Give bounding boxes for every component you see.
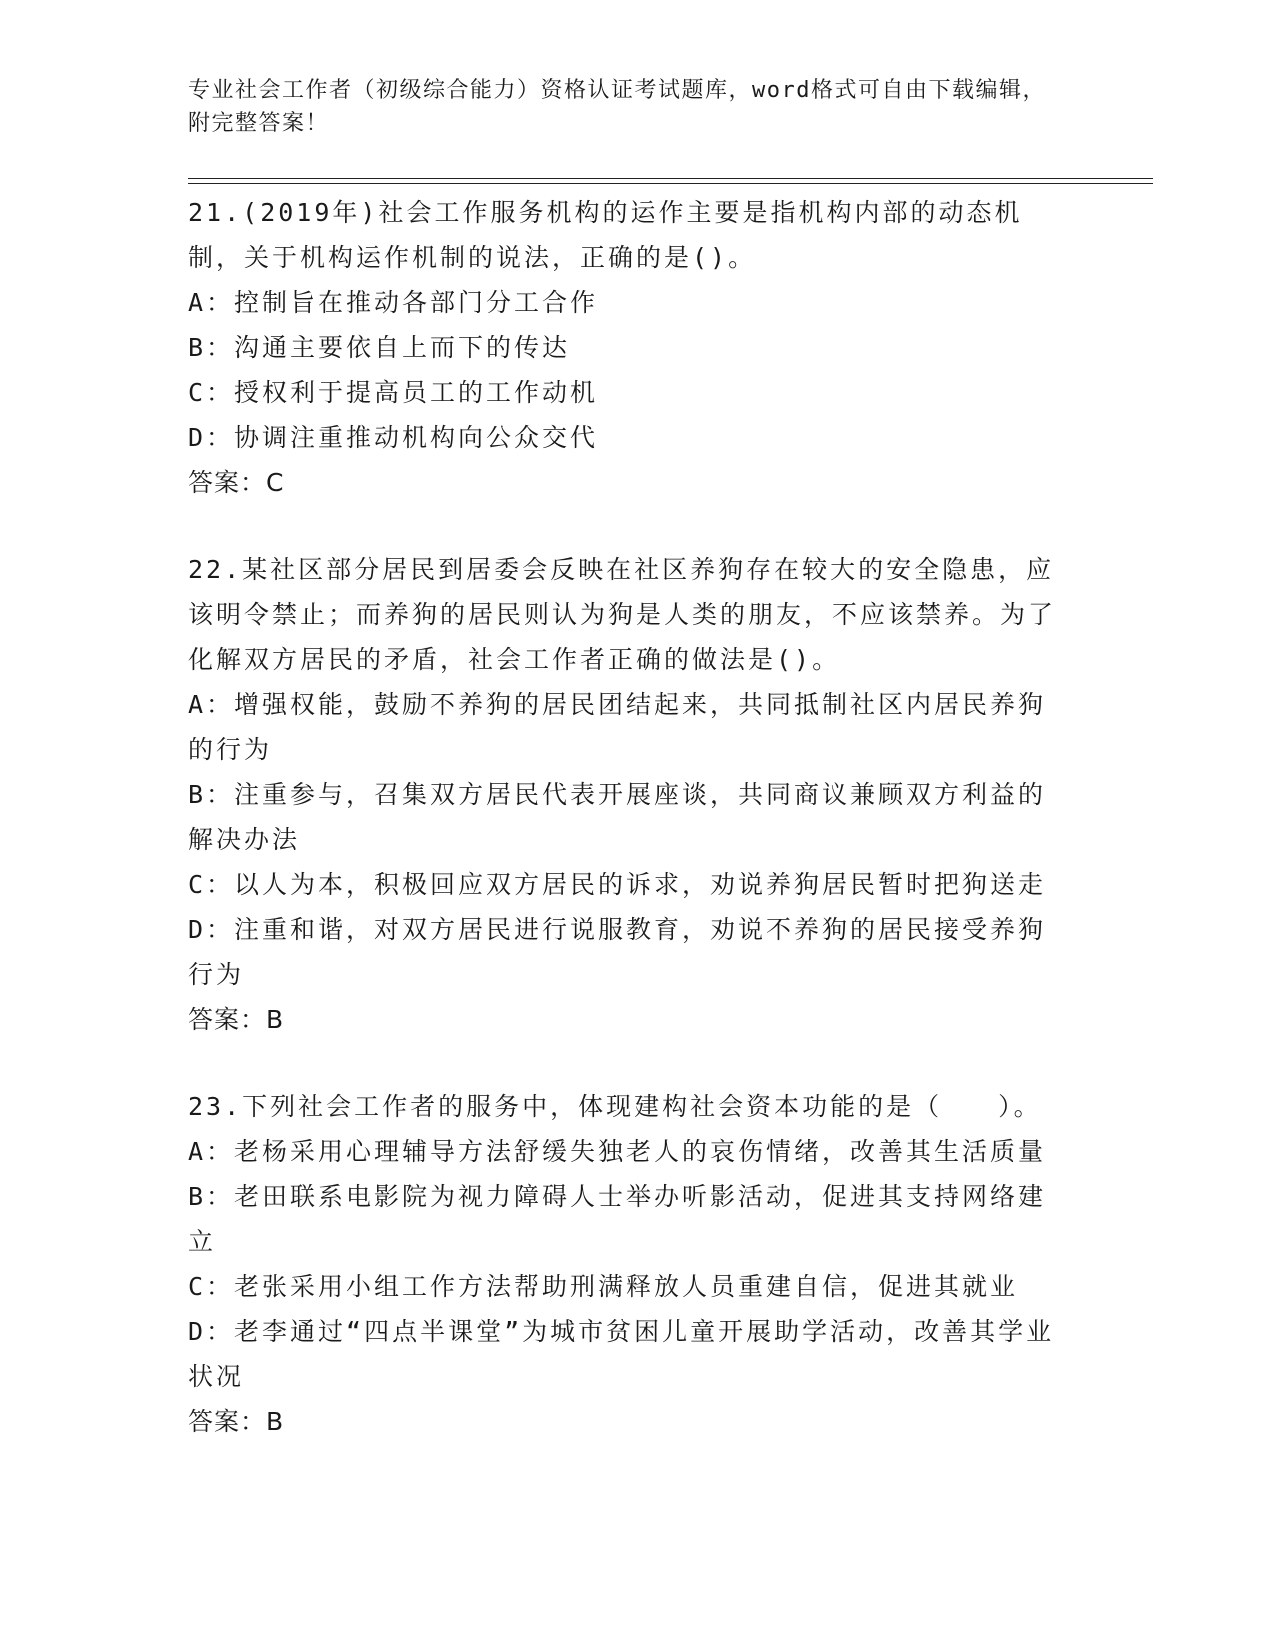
option-a: A：老杨采用心理辅导方法舒缓失独老人的哀伤情绪，改善其生活质量 (188, 1137, 1047, 1166)
option-b: B：注重参与，召集双方居民代表开展座谈，共同商议兼顾双方利益的解决办法 (188, 780, 1047, 854)
document-header: 专业社会工作者（初级综合能力）资格认证考试题库，word格式可自由下载编辑，附完整答案！ (188, 78, 1046, 136)
option-d: D：协调注重推动机构向公众交代 (188, 423, 599, 452)
spacer (188, 1042, 1068, 1084)
option-d: D：老李通过“四点半课堂”为城市贫困儿童开展助学活动，改善其学业状况 (188, 1317, 1055, 1391)
answer-label: 答案：B (188, 1407, 285, 1436)
question-stem: 22.某社区部分居民到居委会反映在社区养狗存在较大的安全隐患，应该明令禁止；而养狗的居民则认为狗是人类的朋友，不应该禁养。为了化解双方居民的矛盾，社会工作者正确的做法是()。 (188, 555, 1057, 674)
option-c: C：以人为本，积极回应双方居民的诉求，劝说养狗居民暂时把狗送走 (188, 870, 1047, 899)
option-d: D：注重和谐，对双方居民进行说服教育，劝说不养狗的居民接受养狗行为 (188, 915, 1047, 989)
header-rule-bottom (188, 183, 1153, 184)
option-a: A：增强权能，鼓励不养狗的居民团结起来，共同抵制社区内居民养狗的行为 (188, 690, 1047, 764)
option-b: B：沟通主要依自上而下的传达 (188, 333, 571, 362)
header-rule-top (188, 178, 1153, 179)
question-stem: 21.(2019年)社会工作服务机构的运作主要是指机构内部的动态机制，关于机构运作机制的说法，正确的是()。 (188, 198, 1023, 272)
option-c: C：授权利于提高员工的工作动机 (188, 378, 599, 407)
question-23 (188, 1084, 1068, 1444)
option-b: B：老田联系电影院为视力障碍人士举办听影活动，促进其支持网络建立 (188, 1182, 1047, 1256)
question-21 (188, 190, 1068, 505)
question-stem: 23.下列社会工作者的服务中，体现建构社会资本功能的是（ ）。 (188, 1092, 1042, 1121)
question-list (188, 190, 1068, 1444)
option-a: A：控制旨在推动各部门分工合作 (188, 288, 599, 317)
option-c: C：老张采用小组工作方法帮助刑满释放人员重建自信，促进其就业 (188, 1272, 1019, 1301)
question-22 (188, 547, 1068, 1042)
answer-label: 答案：B (188, 1005, 285, 1034)
answer-label: 答案：C (188, 468, 285, 497)
spacer (188, 505, 1068, 547)
